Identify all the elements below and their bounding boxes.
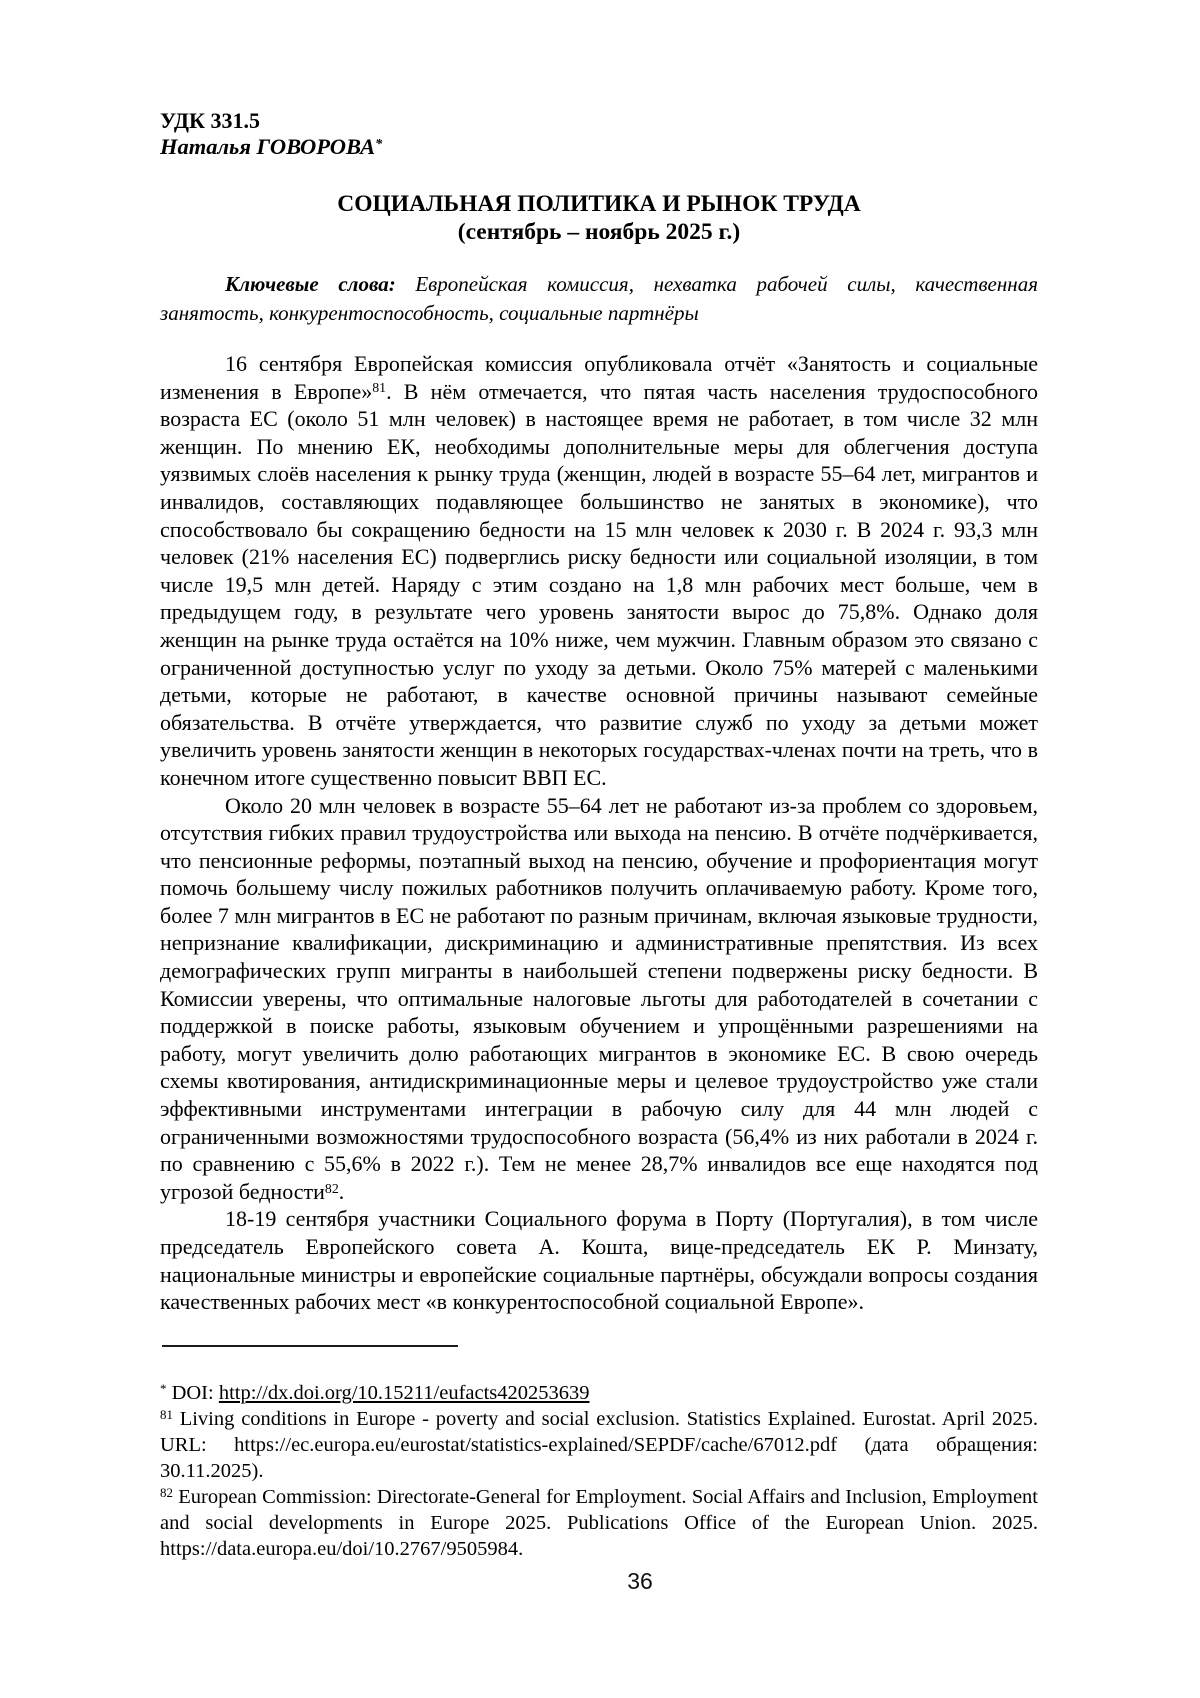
article-title: СОЦИАЛЬНАЯ ПОЛИТИКА И РЫНОК ТРУДА — [337, 191, 861, 217]
article-subtitle: (сентябрь – ноябрь 2025 г.) — [457, 219, 741, 245]
footnote-doi — [160, 1380, 1038, 1406]
footnote-82-text: European Commission: Directorate-General for Employment. Social Affairs and Inclusion, Employment and social developments in Europe 2025. Publications Office of the European Union. 2025. https://data.europa.eu/doi/10.2767/9505984. — [160, 1486, 1038, 1560]
doi-link[interactable]: http://dx.doi.org/10.15211/eufacts420253639 — [218, 1382, 590, 1404]
footnote-81-text: Living conditions in Europe - poverty and social exclusion. Statistics Explained. Eurostat. April 2025. URL: https://ec.europa.eu/eurostat/statistics-explained/SEPDF/cache/67012.pdf (дата обращения: 30.11.2025). — [160, 1408, 1038, 1482]
footnote-81-mark: 81 — [160, 1407, 173, 1423]
footnote-81 — [160, 1406, 1038, 1484]
keywords-label: Ключевые слова: — [225, 272, 396, 296]
footnotes-block — [160, 1380, 1038, 1562]
body-paragraph-2 — [160, 792, 1038, 1206]
page-number: 36 — [627, 1568, 653, 1594]
paragraph-text: . В нём отмечается, что пятая часть населения трудоспособного возраста ЕС (около 51 млн человек) в настоящее время не работает, в том числе 32 млн женщин. По мнению ЕК, необходимы дополнительные меры для облегчения доступа уязвимых слоёв населения к рынку труда (женщин, людей в возрасте 55–64 лет, мигрантов и инвалидов, составляющих подавляющее большинство не занятых в экономике), что способствовало бы сокращению бедности на 15 млн человек к 2030 г. В 2024 г. 93,3 млн человек (21% населения ЕС) подверглись риску бедности или социальной изоляции, в том числе 19,5 млн детей. Наряду с этим создано на 1,8 млн рабочих мест больше, чем в предыдущем году, в результате чего уровень занятости вырос до 75,8%. Однако доля женщин на рынке труда остаётся на 10% ниже, чем мужчин. Главным образом это связано с ограниченной доступностью услуг по уходу за детьми. Около 75% матерей с маленькими детьми, которые не работают, в качестве основной причины называют семейные обязательства. В отчёте утверждается, что развитие служб по уходу за детьми может увеличить уровень занятости женщин в некоторых государствах-членах почти на треть, что в конечном итоге существенно повысит ВВП ЕС. — [160, 378, 1038, 790]
paragraph-text: Около 20 млн человек в возрасте 55–64 лет не работают из-за проблем со здоровьем, отсутствия гибких правил трудоустройства или выхода на пенсию. В отчёте подчёркивается, что пенсионные реформы, поэтапный выход на пенсию, обучение и профориентация могут помочь б — [160, 792, 1038, 901]
footnote-82 — [160, 1484, 1038, 1562]
body-paragraph-1 — [160, 350, 1038, 792]
author-footnote-mark: * — [375, 135, 383, 152]
paragraph-text: 16 сентября Европейская комиссия опубликовала отчёт «Занятость и социальные изменения в Европе» — [160, 351, 1038, 404]
doi-label: DOI: — [166, 1382, 219, 1404]
author-line — [160, 134, 382, 160]
footnote-separator — [162, 1345, 458, 1347]
doi-footnote-mark: * — [160, 1381, 167, 1397]
stressed-letter: о — [247, 875, 259, 901]
keywords-paragraph — [160, 270, 1038, 327]
author-name: Наталья ГОВОРОВА — [160, 134, 376, 159]
footnote-ref-81: 81 — [372, 380, 387, 396]
body-paragraph-3: 18-19 сентября участники Социального форума в Порту (Португалия), в том числе председатель Европейского совета А. Кошта, вице-председатель ЕК Р. Минзату, национальные министры и европейские социальные партнёры, обсуждали вопросы создания качественных рабочих мест «в конкурентоспособной социальной Европе». — [160, 1206, 1038, 1315]
udc-code: УДК 331.5 — [160, 108, 261, 133]
article-title-block — [160, 190, 1038, 246]
footnote-ref-82: 82 — [324, 1180, 339, 1196]
article-body — [160, 350, 1038, 1316]
keywords-text: Европейская комиссия, нехватка рабочей силы, качественная занятость, конкурентоспособность, социальные партнёры — [160, 272, 1038, 325]
footnote-82-mark: 82 — [160, 1485, 173, 1501]
paragraph-text: . — [338, 1178, 345, 1204]
paragraph-text: льшему числу пожилых работников получить оплачиваемую работу. Кроме того, более 7 млн мигрантов в ЕС не работают по разным причинам, включая языковые трудности, непризнание квалификации, дискриминацию и административные препятствия. Из всех демографических групп мигранты в наибольшей степени подвержены риску бедности. В Комиссии уверены, что оптимальные налоговые льготы для работодателей в сочетании с поддержкой в поиске работы, языковым обучением и упрощёнными разрешениями на работу, могут увеличить долю работающих мигрантов в экономике ЕС. В свою очередь схемы квотирования, антидискриминационные меры и целевое трудоустройство уже стали эффективными инструментами интеграции в рабочую силу для 44 млн людей с ограниченными возможностями трудоспособного возраста (56,4% из них работали в 2024 г. по сравнению с 55,6% в 2022 г.). Тем не менее 28,7% инвалидов все еще находятся под угрозой бедности — [160, 875, 1039, 1204]
